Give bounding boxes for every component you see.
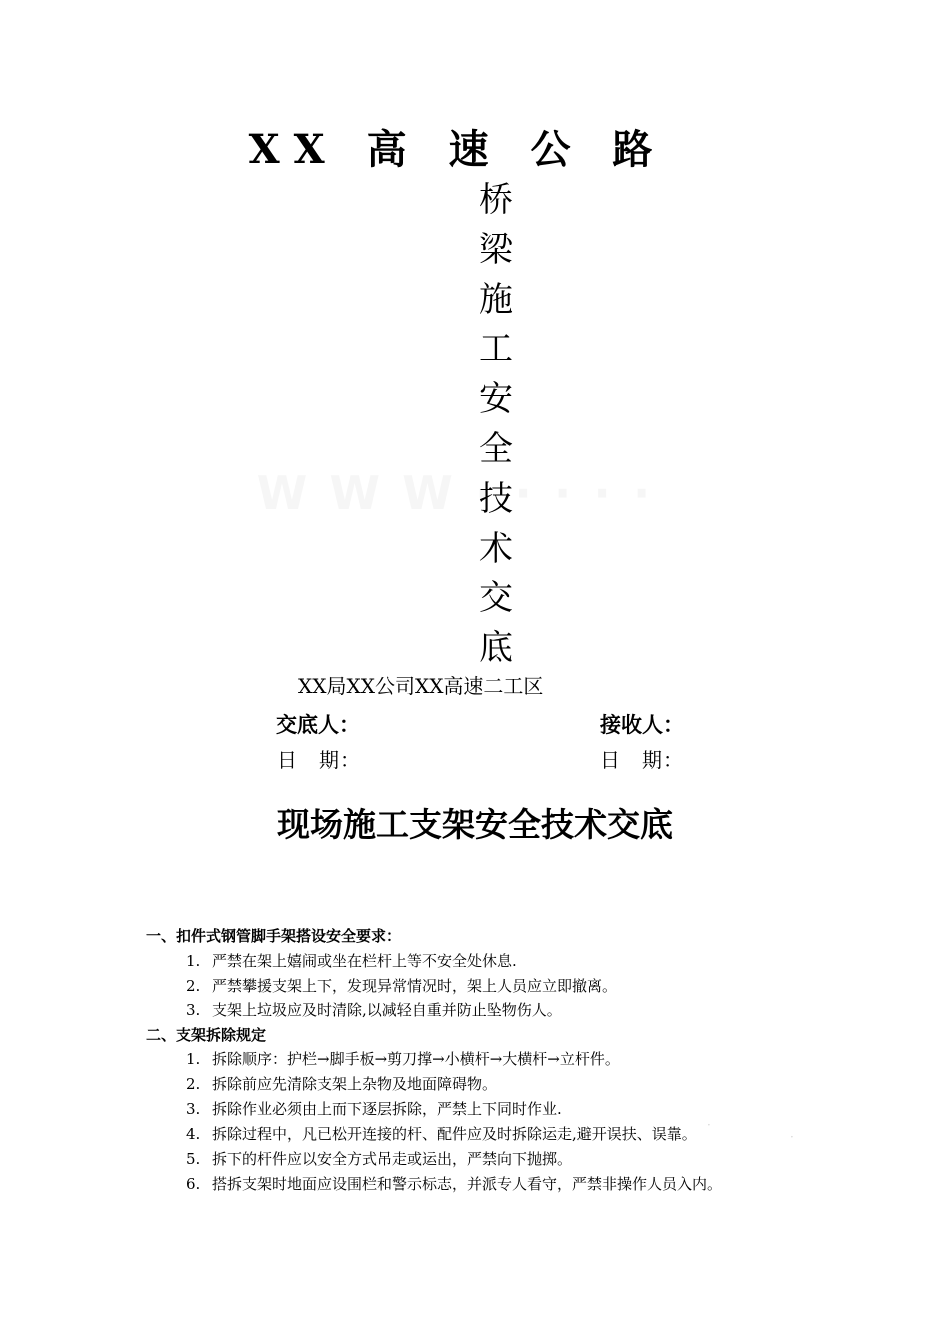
vertical-title-char: 术 bbox=[479, 528, 513, 569]
date-label-right: 日 期： bbox=[600, 748, 684, 772]
vertical-title-char: 底 bbox=[479, 628, 513, 669]
item-text: 严禁攀援支架上下，发现异常情况时，架上人员应立即撤离。 bbox=[212, 977, 618, 995]
vertical-title bbox=[474, 176, 518, 674]
vertical-title-char: 梁 bbox=[479, 229, 513, 270]
section-heading: 一、扣件式钢管脚手架搭设安全要求： bbox=[146, 927, 402, 945]
item-number: 4. bbox=[186, 1125, 201, 1143]
item-text: 拆除作业必须由上而下逐层拆除，严禁上下同时作业. bbox=[212, 1100, 562, 1118]
vertical-title-char: 桥 bbox=[479, 180, 513, 220]
item-text: 拆除前应先清除支架上杂物及地面障碍物。 bbox=[212, 1075, 498, 1093]
date-label-left: 日 期： bbox=[277, 748, 361, 772]
speck: · bbox=[790, 1130, 794, 1144]
list-item bbox=[186, 1147, 572, 1171]
section-heading: 二、支架拆除规定 bbox=[146, 1026, 267, 1044]
item-number: 2. bbox=[186, 1075, 201, 1093]
item-number: 3. bbox=[186, 1001, 201, 1019]
item-number: 2. bbox=[186, 977, 201, 995]
vertical-title-char: 安 bbox=[479, 379, 513, 420]
vertical-title-char: 技 bbox=[479, 478, 513, 519]
vertical-title-char: 施 bbox=[479, 279, 513, 320]
highway-title: XX 高 速 公 路 bbox=[248, 126, 667, 173]
vertical-title-char: 交 bbox=[479, 578, 513, 619]
watermark bbox=[240, 466, 670, 520]
item-text: 严禁在架上嬉闹或坐在栏杆上等不安全处休息. bbox=[212, 952, 517, 970]
item-text: 搭拆支架时地面应设围栏和警示标志，并派专人看守，严禁非操作人员入内。 bbox=[212, 1175, 723, 1193]
item-number: 1. bbox=[186, 1050, 201, 1068]
item-text: 拆除顺序：护栏→脚手板→剪刀撑→小横杆→大横杆→立杆件。 bbox=[212, 1050, 620, 1068]
list-item bbox=[186, 1047, 620, 1071]
item-text: 拆下的杆件应以安全方式吊走或运出，严禁向下抛掷。 bbox=[212, 1150, 573, 1168]
list-item bbox=[186, 949, 517, 973]
item-number: 1. bbox=[186, 952, 201, 970]
item-number: 6. bbox=[186, 1175, 201, 1193]
list-item bbox=[186, 974, 617, 998]
list-item bbox=[186, 998, 562, 1022]
item-text: 支架上垃圾应及时清除,以减轻自重并防止坠物伤人。 bbox=[212, 1001, 562, 1019]
list-item bbox=[186, 1172, 722, 1196]
speck: · bbox=[707, 1118, 711, 1132]
vertical-title-char: 全 bbox=[479, 428, 513, 469]
item-number: 5. bbox=[186, 1150, 201, 1168]
organization-name: XX局XX公司XX高速二工区 bbox=[298, 674, 544, 698]
receiver-label: 接收人： bbox=[600, 712, 684, 737]
list-item bbox=[186, 1072, 497, 1096]
presenter-label: 交底人： bbox=[276, 712, 360, 737]
list-item bbox=[186, 1122, 697, 1146]
vertical-title-char: 工 bbox=[479, 329, 513, 370]
document-title: 现场施工支架安全技术交底 bbox=[277, 805, 673, 844]
list-item bbox=[186, 1097, 562, 1121]
item-text: 拆除过程中，凡已松开连接的杆、配件应及时拆除运走,避开误扶、误靠。 bbox=[212, 1125, 697, 1143]
item-number: 3. bbox=[186, 1100, 201, 1118]
